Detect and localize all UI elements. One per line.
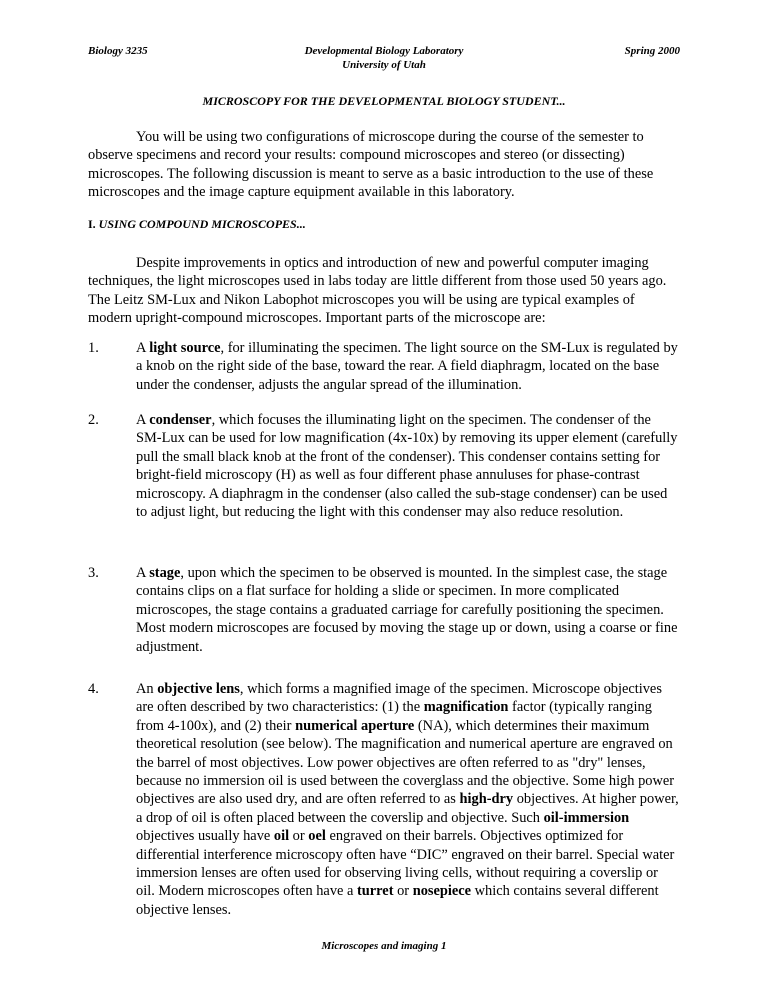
list-item-number: 4. [88, 681, 99, 697]
header-university: University of Utah [342, 59, 426, 71]
term-nosepiece: nosepiece [412, 883, 472, 900]
text-run: A [136, 412, 150, 428]
header-lab-name: Developmental Biology Laboratory [304, 45, 464, 57]
text-run: (NA), which determines their maximum theoretical resolution (see below). The magnification and numerical aperture are engraved on the barrel of most objectives. Low power objectives are often referred to as "dry" lenses, because no immersion oil is used between the coverglass and the objective. Some high power objectives are also used dry, and are often referred to as [136, 717, 675, 808]
text-run: A [136, 565, 150, 581]
list-item-number: 3. [88, 565, 99, 581]
term-turret: turret [357, 883, 394, 900]
text-run: factor (typically ranging from 4-100x), and (2) their [136, 699, 652, 734]
term-condenser: condenser [149, 412, 212, 428]
header-department [200, 44, 568, 72]
term-magnification: magnification [423, 699, 509, 716]
term-stage: stage [149, 565, 181, 581]
text-run: , which focuses the illuminating light on the specimen. The condenser of the SM-Lux can be used for low magnification (4x-10x) by removing its upper element (carefully pull the small black knob at the front of the condenser). This condenser contains setting for bright-field microscopy (H) as well as four different phase annuluses for phase-contrast microscopy. A diaphragm in the condenser (also called the sub-stage condenser) can be used to adjust light, but reducing the light with this condenser may also reduce resolution. [136, 412, 678, 521]
text-run: which contains several different objective lenses. [136, 883, 659, 918]
list-item-number: 2. [88, 412, 99, 428]
list-item-text [136, 564, 680, 656]
header-course: Biology 3235 [88, 45, 148, 57]
text-run: engraved on their barrels. Objectives optimized for differential interference microscopy often have “DIC” engraved on their barrel. Special water immersion lenses are often used for observing living cells, without requiring a coverslip or oil. Modern microscopes often have a [136, 828, 675, 900]
list-item-text [136, 339, 680, 394]
section-intro-paragraph: Despite improvements in optics and introduction of new and powerful computer imaging techniques, the light microscopes used in labs today are little different from those used 50 years ago. The Leitz SM-Lux and Nikon Labophot microscopes you will be using are typical examples of modern upright-compound microscopes. Important parts of the microscope are: [88, 255, 667, 327]
text-run: , which forms a magnified image of the specimen. Microscope objectives are often described by two characteristics: (1) the [136, 681, 662, 716]
text-run: An [136, 681, 158, 697]
page-footer: Microscopes and imaging 1 [321, 940, 447, 952]
header-term: Spring 2000 [624, 45, 680, 57]
text-run: or [289, 828, 309, 845]
text-run: , for illuminating the specimen. The light source on the SM-Lux is regulated by a knob on the right side of the base, toward the rear. A field diaphragm, located on the base under the condenser, adjusts the angular spread of the illumination. [136, 340, 678, 393]
term-objective-lens: objective lens [157, 681, 240, 697]
term-light-source: light source [149, 340, 221, 356]
term-oel: oel [308, 828, 326, 845]
term-high-dry: high-dry [459, 791, 514, 808]
list-item-text [136, 411, 680, 521]
document-title: MICROSCOPY FOR THE DEVELOPMENTAL BIOLOGY STUDENT... [202, 94, 566, 108]
section-number: I. [88, 217, 96, 231]
section-heading [88, 216, 306, 232]
text-run: objectives usually have [136, 828, 274, 845]
intro-paragraph: You will be using two configurations of microscope during the course of the semester to observe specimens and record your results: compound microscopes and stereo (or dissecting) microscopes. The following discussion is meant to serve as a basic introduction to the use of these microscopes and the image capture equipment available in this laboratory. [88, 129, 654, 201]
list-item-text [136, 680, 680, 919]
text-run: A [136, 340, 150, 356]
term-oil: oil [273, 828, 290, 845]
text-run: , upon which the specimen to be observed is mounted. In the simplest case, the stage contains clips on a flat surface for holding a slide or specimen. In more complicated microscopes, the stage contains a graduated carriage for carefully positioning the specimen. Most modern microscopes are focused by moving the stage up or down, using a coarse or fine adjustment. [136, 565, 678, 655]
term-numerical-aperture: numerical aperture [295, 717, 415, 734]
term-oil-immersion: oil-immersion [543, 809, 630, 826]
text-run: or [393, 883, 413, 900]
list-item-number: 1. [88, 340, 99, 356]
section-title: USING COMPOUND MICROSCOPES... [98, 217, 306, 231]
text-run: objectives. At higher power, a drop of oil is often placed between the coverslip and objective. Such [136, 791, 679, 826]
